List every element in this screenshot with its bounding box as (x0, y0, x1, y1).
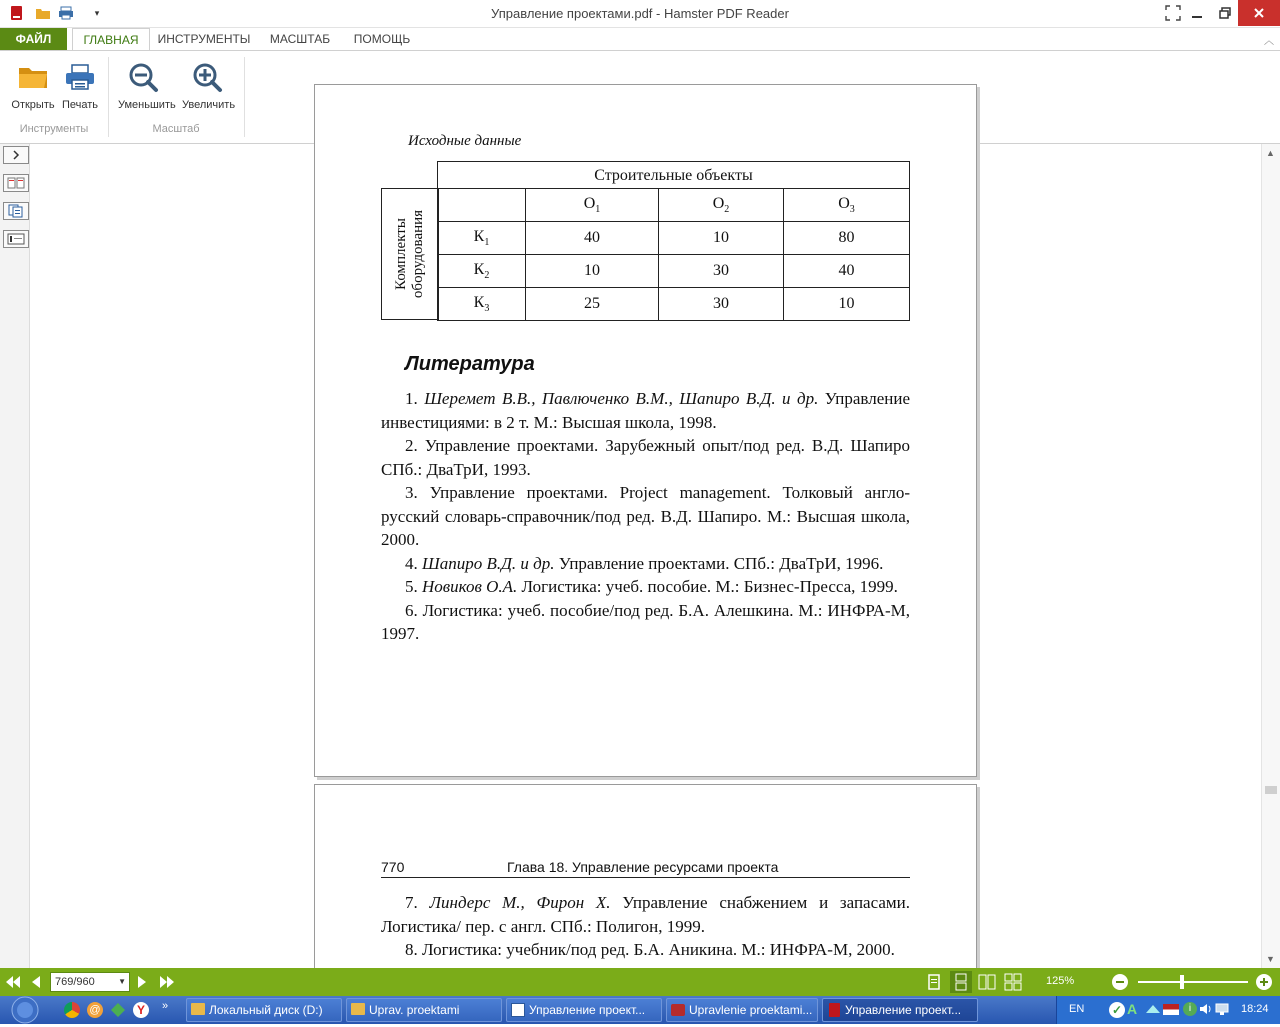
scroll-down-icon[interactable]: ▼ (1266, 954, 1275, 964)
menu-tabs (0, 28, 1280, 50)
table-cell: 10 (784, 288, 910, 321)
zoom-out-icon (127, 61, 161, 93)
reference-item: 4. Шапиро В.Д. и др. Управление проектами. СПб.: ДваТрИ, 1996. (405, 553, 884, 573)
yandex-browser-icon[interactable]: Y (133, 1002, 149, 1018)
col-header: $O_2$ (659, 189, 784, 222)
col-header: $O_3$ (784, 189, 910, 222)
taskbar-item-active[interactable]: Управление проект... (822, 998, 978, 1022)
reference-item: 3. Управление проектами. Project management. Толковый англо-русский словарь-справочник/под ред. В.Д. Шапиро. М.: Высшая школа, 2000. (381, 483, 911, 549)
tab-tools[interactable]: ИНСТРУМЕНТЫ (157, 32, 251, 46)
table-caption: Исходные данные (408, 133, 522, 149)
group-scale-label: Масштаб (152, 123, 200, 135)
print-label: Печать (61, 99, 99, 111)
clock: 18:24 (1241, 1003, 1269, 1015)
taskbar-item[interactable]: Uprav. proektami (346, 998, 502, 1022)
zoom-slider-thumb[interactable] (1180, 975, 1184, 989)
table-cell: 30 (659, 288, 784, 321)
network-icon[interactable] (1215, 1002, 1229, 1016)
restore-button[interactable] (1212, 0, 1238, 26)
page-number: 770 (381, 859, 405, 875)
running-header (381, 859, 910, 878)
values-table (437, 188, 910, 321)
row-group-cell (381, 188, 439, 320)
table-row (438, 255, 910, 288)
check-icon[interactable]: ✓ (1109, 1002, 1125, 1018)
reference-item: 2. Управление проектами. Зарубежный опыт/под ред. В.Д. Шапиро СПб.: ДваТрИ, 1993. (381, 436, 910, 479)
group-tools-label: Инструменты (19, 123, 89, 135)
row-group-label: Комплекты оборудования (393, 209, 426, 299)
zoom-out-label: Уменьшить (118, 99, 176, 111)
minimize-button[interactable] (1184, 0, 1210, 26)
table-header: Строительные объекты (437, 161, 910, 189)
two-page-continuous-icon[interactable] (1004, 974, 1022, 993)
col-header: $O_1$ (526, 189, 659, 222)
start-button[interactable] (8, 996, 42, 1024)
reference-item: 7. Линдерс М., Фирон Х. Управление снабжением и запасами. Логистика/ пер. с англ. СПб.: Полигон, 1999. (381, 893, 911, 936)
antivirus-icon[interactable]: A (1127, 1001, 1138, 1017)
tab-scale[interactable]: МАСШТАБ (269, 32, 331, 46)
status-bar (0, 968, 1280, 996)
table-cell: 40 (526, 222, 659, 255)
references-list (381, 387, 910, 646)
pages-icon[interactable] (3, 202, 29, 220)
language-indicator[interactable]: EN (1069, 1003, 1085, 1015)
continuous-page-icon[interactable] (950, 971, 972, 993)
printer-icon (63, 61, 97, 93)
table-cell: 40 (784, 255, 910, 288)
zoom-slider-track[interactable] (1138, 981, 1248, 983)
word-document-icon (511, 1003, 525, 1017)
table-cell: 10 (526, 255, 659, 288)
left-sidebar (0, 144, 30, 968)
scroll-thumb[interactable] (1265, 786, 1277, 794)
taskbar (0, 996, 1280, 1024)
pdf-reader-icon (829, 1003, 840, 1017)
tray-app-icon[interactable] (1145, 1003, 1161, 1015)
taskbar-item[interactable]: Локальный диск (D:) (186, 998, 342, 1022)
table-cell: 30 (659, 255, 784, 288)
chapter-title: Глава 18. Управление ресурсами проекта (507, 859, 779, 875)
reference-item: 5. Новиков О.А. Логистика: учеб. пособие. М.: Бизнес-Пресса, 1999. (405, 577, 898, 596)
zoom-minus-icon[interactable] (1112, 974, 1128, 990)
bookmarks-icon[interactable] (3, 230, 29, 248)
folder-icon (191, 1003, 205, 1015)
group-separator (244, 57, 245, 137)
zoom-out-button[interactable] (118, 57, 176, 117)
window-title: Управление проектами.pdf - Hamster PDF Reader (491, 6, 789, 21)
customize-toolbar-icon[interactable]: ▾ (94, 7, 100, 18)
table-cell: 10 (659, 222, 784, 255)
reference-item: 8. Логистика: учебник/под ред. Б.А. Аникина. М.: ИНФРА-М, 2000. (405, 940, 895, 959)
page-number-field[interactable]: 769/960 ▼ (50, 972, 130, 992)
data-table (381, 161, 910, 320)
section-heading: Литература (405, 353, 535, 375)
tab-help[interactable]: ПОМОЩЬ (353, 32, 411, 46)
two-page-icon[interactable] (978, 974, 996, 993)
scroll-up-icon[interactable]: ▲ (1266, 148, 1275, 158)
document-viewer[interactable] (31, 133, 1261, 968)
row-header: $К_2$ (438, 255, 526, 288)
zoom-in-label: Увеличить (182, 99, 236, 111)
launcher-icon[interactable] (110, 1002, 126, 1018)
first-page-icon[interactable] (4, 974, 22, 993)
taskbar-item[interactable]: Управление проект... (506, 998, 662, 1022)
more-quicklaunch-icon[interactable]: » (162, 1000, 169, 1012)
prev-page-icon[interactable] (30, 974, 42, 993)
open-label: Открыть (11, 99, 55, 111)
expand-panel-button[interactable] (3, 146, 29, 164)
system-tray (1056, 996, 1280, 1024)
reference-item: 1. Шеремет В.В., Павлюченко В.М., Шапиро В.Д. и др. Управление инвестициями: в 2 т. М.: Высшая школа, 1998. (381, 389, 911, 432)
title-bar (0, 0, 1280, 28)
row-header: $К_3$ (438, 288, 526, 321)
table-row (438, 222, 910, 255)
corner-cell (438, 189, 526, 222)
next-page-icon[interactable] (136, 974, 148, 993)
tab-file[interactable]: ФАЙЛ (0, 28, 67, 50)
page-dropdown-icon[interactable]: ▼ (118, 977, 126, 986)
table-cell: 25 (526, 288, 659, 321)
table-row (438, 189, 910, 222)
taskbar-item[interactable]: Upravlenie proektami... (666, 998, 818, 1022)
zoom-level: 125% (1046, 975, 1075, 987)
thumbnails-icon[interactable] (3, 174, 29, 192)
fullscreen-icon[interactable] (1160, 0, 1186, 26)
folder-icon (351, 1003, 365, 1015)
zoom-in-icon (191, 61, 225, 93)
us-flag-icon[interactable] (1163, 1004, 1179, 1015)
zoom-plus-icon[interactable] (1256, 974, 1272, 990)
references-list (381, 891, 910, 962)
collapse-ribbon-icon[interactable]: ︿ (1264, 36, 1274, 47)
row-header: $К_1$ (438, 222, 526, 255)
single-page-icon[interactable] (928, 974, 940, 993)
reference-item: 6. Логистика: учеб. пособие/под ред. Б.А. Алешкина. М.: ИНФРА-М, 1997. (381, 600, 910, 643)
volume-icon[interactable] (1199, 1002, 1213, 1016)
tab-home[interactable]: ГЛАВНАЯ (72, 28, 150, 51)
last-page-icon[interactable] (158, 974, 176, 993)
vertical-scrollbar[interactable] (1261, 144, 1280, 968)
archive-icon (671, 1004, 685, 1016)
table-cell: 80 (784, 222, 910, 255)
table-row (438, 288, 910, 321)
folder-icon (16, 61, 50, 93)
info-icon[interactable]: i (1183, 1002, 1197, 1016)
mail-icon[interactable]: @ (87, 1002, 103, 1018)
chrome-icon[interactable] (64, 1002, 80, 1018)
zoom-in-button[interactable] (182, 57, 234, 117)
print-button[interactable] (54, 57, 106, 117)
pdf-page (314, 84, 977, 777)
open-button[interactable] (7, 57, 59, 117)
close-button[interactable] (1238, 0, 1280, 26)
